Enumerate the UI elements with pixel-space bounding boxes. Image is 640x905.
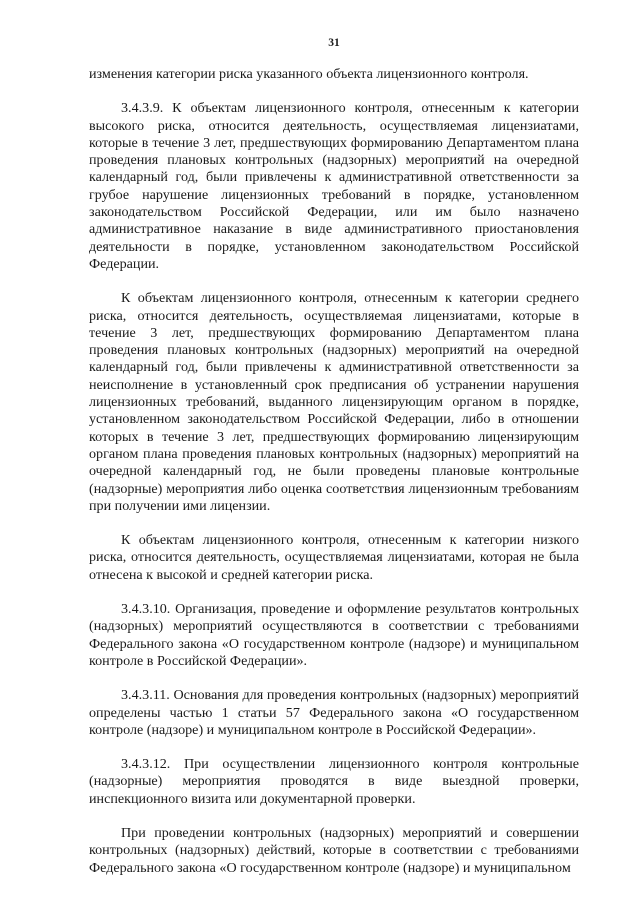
paragraph-3-4-3-10: 3.4.3.10. Организация, проведение и оформление результатов контрольных (надзорных) мероприятий осуществляются в соответствии с требованиями Федерального закона «О государственном контроле (надзоре) и муниципальном контроле в Российской Федерации». (89, 601, 579, 669)
paragraph-continuation: изменения категории риска указанного объекта лицензионного контроля. (89, 66, 529, 82)
paragraph-3-4-3-12: 3.4.3.12. При осуществлении лицензионного контроля контрольные (надзорные) мероприятия проводятся в виде выездной проверки, инспекционного визита или документарной проверки. (89, 756, 579, 807)
paragraph-low-risk: К объектам лицензионного контроля, отнесенным к категории низкого риска, относится деятельность, осуществляемая лицензиатами, которая не была отнесена к высокой и средней категории риска. (89, 532, 579, 583)
paragraph-3-4-3-9: 3.4.3.9. К объектам лицензионного контроля, отнесенным к категории высокого риска, относится деятельность, осуществляемая лицензиатами, которые в течение 3 лет, предшествующих формированию Департаментом плана проведения плановых контрольных (надзорных) мероприятий на очередной календарный год, были привлечены к административной ответственности за грубое нарушение лицензионных требований в порядке, установленном законодательством Российской Федерации, или им было назначено административное наказание в виде административного приостановления деятельности в порядке, установленном законодательством Российской Федерации. (89, 100, 579, 272)
paragraph-3-4-3-11: 3.4.3.11. Основания для проведения контрольных (надзорных) мероприятий определены частью 1 статьи 57 Федерального закона «О государственном контроле (надзоре) и муниципальном контроле в Российской Федерации». (89, 687, 579, 738)
paragraph-medium-risk: К объектам лицензионного контроля, отнесенным к категории среднего риска, относится деятельность, осуществляемая лицензиатами, которые в течение 3 лет, предшествующих формированию Департаментом плана проведения плановых контрольных (надзорных) мероприятий на очередной календарный год, были привлечены к административной ответственности за неисполнение в установленный срок предписания об устранении нарушения лицензионных требований, выданного лицензирующим органом в порядке, установленном законодательством Российской Федерации, либо в отношении которых в течение 3 лет, предшествующих формированию лицензирующим органом плана проведения плановых контрольных (надзорных) мероприятий на очередной календарный год, не были проведены плановые контрольные (надзорные) мероприятия либо оценка соответствия лицензионным требованиям при получении ими лицензии. (89, 290, 579, 514)
document-body (89, 66, 579, 894)
paragraph-control-actions: При проведении контрольных (надзорных) мероприятий и совершении контрольных (надзорных) действий, которые в соответствии с требованиями Федерального закона «О государственном контроле (надзоре) и муниципальном (89, 824, 579, 876)
page-number: 31 (328, 37, 340, 49)
